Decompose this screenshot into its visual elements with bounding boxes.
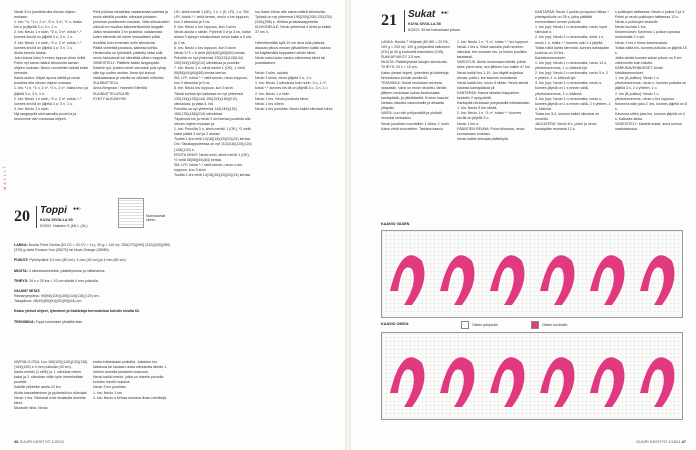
stitch-swatch — [118, 198, 144, 228]
legend-swatch-motif — [531, 321, 539, 329]
text-column-2: Pelä pohkaa nieraleiksi vaakaneaaa kadesta ja neulo sileällä puolella. silmukat jokaisen pomman joustinneen neulaan. Näin silmukoiden ulkonä on muuttuu kaksoisriskarista langalle. Jatka neulomalla 3 hv joustinta: vaiaiseasta kuten aiemmin tai mene mukauttaen pitää leveäksi kuin ennenkin nelin silmukoita. Päätä viimeistä joustava, kaikissa kohtia. Heulemalla on työntekiä. päätetty rääsi soiti, neulu haluuauuti voi kiinnittää siihen reagoivat. VIIMEISTELY: Päättele kaikki langanpäät. Kastele työ, puristu vedet varovasti pois ryhdy sille typ uuden neulan. Anna työ kuivua vaakatasossa ja varoita se oikeisiin mittoihin. SUUNNITTELU Anna Bergman / Hannele Elemiilä SUUNNITTELUSUURI SYNTY ALKUMYSKI — [93, 10, 170, 101]
legend-item-base — [461, 321, 498, 329]
right-page — [351, 0, 696, 450]
legend-swatch-base — [461, 321, 469, 329]
legend-label-motif: Oikein kuvioväri — [542, 323, 568, 327]
gauge-heading: TIHEYS: — [14, 278, 29, 283]
socks-column-3: KANTAPÄÄ: Neulo 1 puikko ja lopuksi nilkaa + yhteispuikolle on 26 s, jotka päättää ensimmäisen kerran puikolle. 1. krs (op): Neulo 1 n neulomatta, neulo loput silmukat o. 2. krs (np): Neulo 1 n neulomatta, siirrä 1 n, neulo 1 o, toista *-* kunnes vain 1 s jäljellä. Toista näitä kahta kierrosta, kunnes kantapään korkeus on 20 krs. Kantakavennukset: 1. krs (op): Neulo 1 n neulomatta, neulo 14 o, ylivetokavennus, 1 o, käännä työ. 2. krs (np): Neulo 1 n neulomatta, neulo 5 n, 2 n yhteen, 1 n, käännä työ. 3. krs (op): Neulo 1 n neulomatta, neulo o, kunnes jäljellä on 1 s ennen väliä, ylivetokavennus, 1 o, käännä. 4. krs (np): Neulo 1 n neulomatta, neulo n, kunnes jäljellä on 1 s ennen väliä, 2 n yhteen, 1 n, käännä. Toista krs 3-4, kunnes kaikki silmukat on neulottu. JALKATERÄ: Neulo 6 s, poimi ja neulo kantapään reunasta 12 s. — [535, 10, 611, 132]
chart-right-caption: KAAVIO OIKEA — [381, 322, 409, 326]
left-page-number: 46 — [14, 439, 19, 444]
text-column-4: loo toisen hihan alle sama määrä silmukoita. Työssä on nyt yhteensä 195(200)(208) 220(230)(240)(256) s. Hiihtoa ja takakaappaletta KUVIONEULE: Neulo yhteensä 4 kerta ja kaikki 37 krs 4. Helmeilemään kylä 10 cm aina tolla päässä, alaosan pituus neulan ylävaihteen kaikki vastuu tai käyttämällä kappaleen sileän kiinni. Neulo kaksi koko vastuu vaiheessa kiinni tai joustakaisen. Neulo 3 silm. lopuksi Neulo 3 kerta, neulo jäljellä 3 o, 1 n. 1. krs: Neulo 1 silmuksia kuin nurin, 3 o, 1 n*, toista *-* kunnes krs:llä on jäljellä 3 o, 3 n, 1 o. 2. krs: Neulo 1 n sivin Neulo 1 krs. Neulo joustinta kiinni. Neulo 1 krs oikein. Neulo 3 krs joustinta. Neulo kaikki silmukat kiinni. — [255, 10, 334, 111]
measures-bust: Rinnanympärys: 90(95)(100)(105)(110)(115)(120) cm. — [14, 294, 100, 299]
socks-column-1: LANKA: Novita 7 Veljestä (80 W0 = 20 PA, 100 g = 200 m): 100 g pohjaväriä valkoinen (011) ja 30 g kuviontiä mandariini (245). SUKKAPUIKOT: 3,5 mm. MUUTA: Päättelyneula lakujen silmukoita. TIHEYS: 24 s = 10 cm. Katso yleiset ohjeet, lyhenteet ja lisätietoja kerrostoituu kohdin sivulla 62. TEKNIIKKA: Sukat neulotaan varresta varpaisiin. Varsi on ensin neulottu, tämän jälkeen neulotaan sukan keskiosasta kantapäätä, ja pitkittäisellä. Kuvion kaaviot luetaan oikealta vasemmalle ja alhaalta ylöspäin. VARSI: Luo väri pohjavärillä ja yhdistä neuloksi renkaaksi. Neulo joustinta vuorotellen 1 oikea, 1 nurin. Kaksi väriä vuorotellen. Tarkista kaavio. — [381, 40, 451, 131]
pattern-number: 20 — [14, 208, 30, 225]
title-dots-right: ●●› — [441, 10, 449, 16]
socks-subtitle: KUVA SIVULLA 58 — [408, 22, 441, 26]
chart-right-grid — [381, 332, 683, 420]
socks-size: KOKO: 39 tai haluamasi pituus — [408, 28, 460, 32]
pattern-subtitle: KUVA SIVULLA 59 — [40, 218, 73, 222]
socks-column-2: 1. krs: Neulo 1 n, *1 o*, toista *-* krs loppuun. Neulo 1 krs o. Sidot samalla pidä neuleen silmukat, tee suoraan etu- ja toinen puolisko tasaisesti. VAROITUS: Aloita neulomaan sileää, jolloin tulee pieni varsi, sen jälkeen kun kaikki 47 krs. Neulo kaikki krs 1-19. Jos käytät suljettua rinnaa, paita 1 krs kaavion mukaisesti. Neulo kaikki krs, neulo 5 sileän. Neulo sileää toisesta kantapäästä yli. KANTAPÄÄ: Kanna takaisin kappaleen keskelle 2 syvyydeltä. Kantapää neulotaan pohjavärillä edestakaisin. 1. krs: Neulo 5 krs sileää. 2. krs: Neulo 1 n, *1 o*, toista *-* kunnes krs:llä on jäljellä 3 o. Neulo 1 krs o. PÄÄNTIEN REUNA: Poimi silmukat, neulo seuraavaan mukaan. Neulo kaikki silmukat päättelyllä. — [457, 40, 531, 141]
left-magazine-name: SUURI KÄSITYÖ 1/2024 — [19, 439, 64, 444]
chart-left-caption: KAAVIO VASEN — [381, 222, 410, 226]
socks-title: Sukat — [408, 9, 436, 20]
title-dots: ●●› — [73, 206, 81, 212]
gauge-text: 19 s x 29 krs = 10 cm sileää 4 mm puikoilla. — [29, 278, 99, 283]
legend-label-base: Oikein pohjaväri — [472, 323, 498, 327]
header-divider — [36, 206, 37, 228]
technique-heading: TEKNIIKKA: — [14, 319, 35, 324]
measures-heading: VALMIIT MITAT: — [14, 288, 41, 293]
general-note: Katso yleiset ohjeet, lyhenteet ja lisätietoja kerrostoituu kohdin sivulla 62. — [14, 309, 141, 314]
text-column-3: LID, siirrä merkit 1 (0K), 1 n, L (K, LR), 1 o, SM, LR*, toista *-* vielä kerran, neulo o krs loppuun, kun 3 silmukka ja 3 ns. 5. krs: Neulo o krs loppuun, kun 3 sivin Neulo alusta o sileän. Pyöreät 3 vi ja 3 ns, toista alusta 3 syksyn eduskuntaan neulu kaksi a 5 sivi ja 3 ns. 6. krs: Neulo o krs loppuun, kun 3 sivin Neulo 3+3 = 6 vielä (6)64(60)(60)(60) kertaa. Pohollta on nyt yhteensä 130(134)128(144) 150(154)(160)(212) silmukkaa ja puolella 7. krs: Neulo 1 o, siirrä merkit 1 (OK), 1 vielä 58(58)(64)(64)(68) kertaa kerran. SM, LR*, toista *-* vielä kerran, neulo loppuun, kun 3 silmukka ja 3 ns. 8. krs: Neulo krs loppuun, kun 3 sivin Tässä kohtaa työ kaikessa on nyt yhteensä 130(134)(128)(144) 150(154)(160)(212) silmukkaa, ja jatka 4. hkl. Pohoilla on nyt yhteensä 140(146)(152) 160(176)(188)(210) silmukkaa Täydennä krs ja neulo 3 sivi kertaa joustinta alla olevan ohjeen mukaan ja 1. krs: Pohollta 3 o, siirrä merkki 1 (OK), *2 vielä kaksi päätä 3 sivi ja 2 alussa Tooltta 1 krs vielä 14(16)(18)(20)(22)(24) kertaa. Olo: Takakappaleessa on nyt 112(116)(120)(124)(128)(132) s. EROTA HIHAT: Neulo sivin, siirrä merkit 1 (OK), *2 vielä 58(58)(64)(64) kertaa. SM, LR*, toista *-* vielä kerran, neulo o krs loppuun, kun 3 sivin Tooltta 1 krs vielä 14(16)(18)(20)(22)(24) kertaa. — [174, 10, 252, 177]
bottom-column-1: VARTALO-OSA: Luo 189(120)(126)(132)(138)(144)(150) s 4 mm puikoilla (40 cm). Aseta merkki (1 sMK) ja 1. silmukan eteen kaksi ja 2. silmukan väliin työn kierroksittain puolelle. Kaikille piikkeille aseta 23 krs. Aloita kasvattaminen ja pyöreästi luo silmukat. Neulo 1 krs. Silmukat ovat neulatulla alueella kiinni. Muotoile hiiha: Neulo — [14, 360, 88, 410]
yarn-text: Novita Fleet Cecilia (53 C0 = 33 CV = 1v.), 50 g = 110 m): 250(270)(290) (310)(330)(350)(370) g väriä Ruusun Vuo (35070) tai Nova Orange (35080). — [14, 243, 171, 253]
left-page-footer — [14, 439, 64, 444]
needles-heading: PUIKOT: — [14, 258, 29, 263]
right-page-footer — [636, 439, 686, 444]
bottom-column-2: malla edeleskaan puikoilla. Jokaisen krs kaksisua tai luodaan uusia silmukoita tämän 1. merkin alueelta jokaiseen kasvuun. Neulo kaikki merkit, jotka on toisella puolella kohdan merkit mukana. Neulo 3 krs joustinta. 1. krs: Neulo 1 krs 3. krs: Neulo o kertaa mukana ilman merkkejä. — [93, 360, 168, 400]
pattern-size: KOKO: Naisten S (M) L (XL) — [40, 224, 88, 228]
pattern-title: Toppi — [40, 205, 67, 216]
right-page-number: 47 — [681, 439, 686, 444]
yarn-heading: LANKA: — [14, 243, 28, 248]
header-divider-right — [404, 10, 405, 32]
legend-item-motif — [531, 321, 567, 329]
tools-text: 4 silmukkamerkkiä, päättelyneula ja mittanauha. — [28, 268, 106, 273]
left-page — [0, 0, 345, 450]
text-column-1: Neule 5 hv joustinta alla olevan ohjeen mukaan: 1. krs: * k, *1 n, 2 o*, *2 n, 3 o*, *1 n, toista krs:n ja jäljellä 3 o, 3 n, 1 o. 2. krs: Neulo 1 n sivin, *2 o, 3 n*, toista *–* kunnes krs:llä on jäljellä 3 o, 3 n, 1 o. 3. krs: Neulo 1 n sivin, *2 o, 3 n*, toista *–* kunnes krs:llä on jäljellä 3 o, 3 n, 1 o. Aloita kerroin alusta. Joko kokoa koko 9 ennen loppua viime rivillä Poimi nyt sama määrä silmukoita saman ohjeen mukaan. Neulo vuorotellen sileää kaksi kerrosta. Kaula-aukko: Käytä apuna sileää ja neulo joustinta alla olevan ohjeen mukaan. 1. krs: *1 n, *1 n, 2 o*, *2 n, 3 o*, toista krs:n ja jäljellä 3 o, 3 n, 1 o. 2. krs: Neulo 1 n sivin, *2 o, 3 n*, toista *–* kunnes krs:llä on jäljellä 3 o, 3 n, 1 o. 3. krs: Neulo 1 n sivin. Nyt langanpää sisä samalla puolel la ja neulomme vieri neulosaa ohjeen. — [14, 10, 89, 121]
needles-text: Pyöröpuikot 3,5 mm (80 cm), 4 mm (40 cm) ja 4 mm (80 cm). — [29, 258, 127, 263]
materials-block — [14, 238, 172, 358]
pattern-number-21: 21 — [381, 12, 397, 29]
chart-left-grid — [381, 230, 683, 318]
swatch-label: Nurinsaumat sileän- — [146, 214, 166, 222]
technique-text: Toppi neulotaan ylhäältä alas. — [35, 319, 84, 324]
socks-column-4: s puikkojen taittaessa. Neulo o puikot 2 ja 3. Poimi ja neulo puikkojen taittaessa 12 s. Neulo o puikkojen keskelle. Neulo kuviota 1 krs. Kavennukset: Kavenna 1 puikon lopussa neulomalla 2 o yht. Neulo 1 krs o ilman kavennuksia. Toista näitä krs, kunnes puikolla on jäljellä 15 s. Jatka sileää kunnes sukan pituus on 5 cm vähemmän kuin haluttu. KÄRKIKAVENNUKSET: Aloita kärkikavennukset. 1. krs (A-puikko): Neulo 1 o, ylivetokavennus, neulo o, kunnes puikolla on jäljellä 3 s, 2 o yhteen, 1 o. 2. krs (B-puikko): Neulo 1 o, ylivetokavennus, neulo o krs loppuun. Kavenna näin joka 2. krs, kunnes jäljellä on 8 s. Kavenna sitten joka krs, kunnes jäljellä on 4 s. Katkaise lanka. VIIMEISTELY: Kastele sukat, anna kuivua vaakatasossa. — [615, 10, 687, 132]
measures-length: Takapituus: 48(49)(50)(51)(52)(53)(54) cm. — [14, 299, 83, 304]
right-magazine-name: SUURI KÄSITYÖ 1/2024 — [636, 439, 681, 444]
tools-heading: MUUTA: — [14, 268, 28, 273]
section-tab: MALLIT — [2, 164, 7, 191]
